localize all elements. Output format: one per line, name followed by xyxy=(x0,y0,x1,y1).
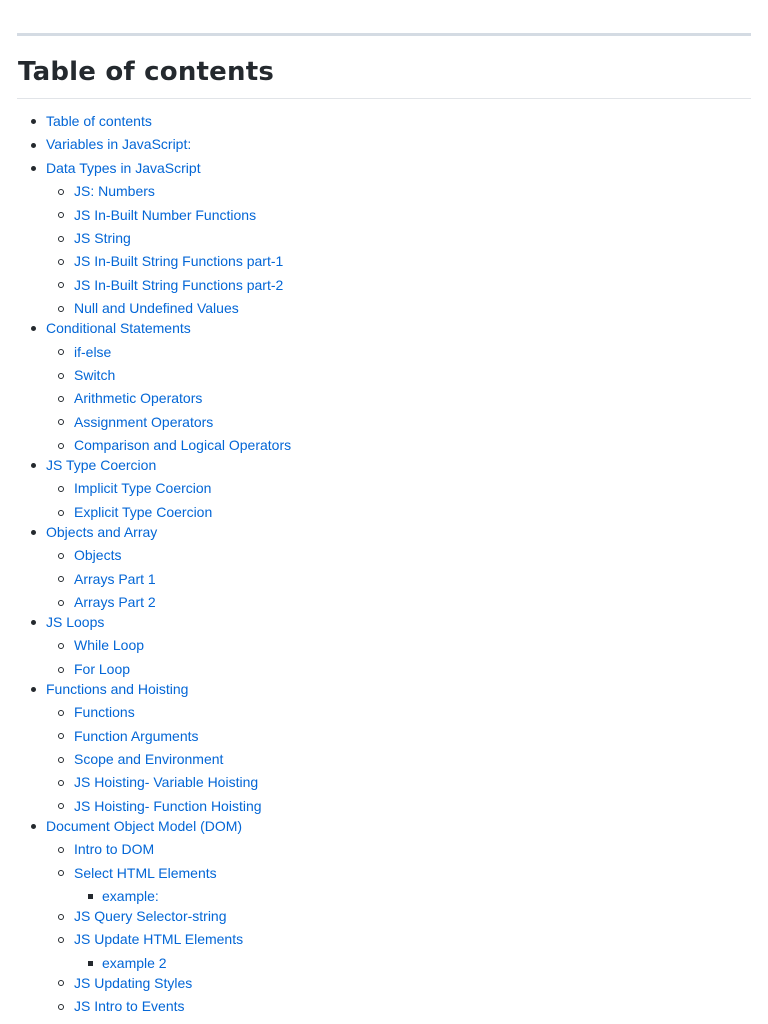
toc-item xyxy=(0,454,768,477)
disc-bullet-icon xyxy=(31,687,36,692)
toc-item xyxy=(0,725,768,748)
toc-item xyxy=(0,701,768,724)
circle-bullet-icon xyxy=(58,282,64,288)
toc-item xyxy=(0,815,768,838)
circle-bullet-icon xyxy=(58,780,64,786)
toc-link-scope-environment[interactable]: Scope and Environment xyxy=(74,750,224,767)
toc-item xyxy=(0,568,768,591)
toc-link-example[interactable]: example: xyxy=(102,887,159,904)
toc-link-string-functions-1[interactable]: JS In-Built String Functions part-1 xyxy=(74,253,284,270)
toc-link-implicit-coercion[interactable]: Implicit Type Coercion xyxy=(74,480,212,497)
toc-link-arithmetic-operators[interactable]: Arithmetic Operators xyxy=(74,390,203,407)
toc-link-numbers[interactable]: JS: Numbers xyxy=(74,183,155,200)
toc-item xyxy=(0,995,768,1018)
disc-bullet-icon xyxy=(31,620,36,625)
top-divider xyxy=(17,33,751,36)
toc-link-loops[interactable]: JS Loops xyxy=(46,614,105,631)
toc-link-query-selector[interactable]: JS Query Selector-string xyxy=(74,907,227,924)
circle-bullet-icon xyxy=(58,212,64,218)
disc-bullet-icon xyxy=(31,824,36,829)
toc-item xyxy=(0,611,768,634)
page-title: Table of contents xyxy=(18,57,275,87)
circle-bullet-icon xyxy=(58,443,64,449)
circle-bullet-icon xyxy=(58,510,64,516)
circle-bullet-icon xyxy=(58,870,64,876)
disc-bullet-icon xyxy=(31,119,36,124)
toc-item xyxy=(0,204,768,227)
circle-bullet-icon xyxy=(58,937,64,943)
toc-link-intro-events[interactable]: JS Intro to Events xyxy=(74,998,185,1015)
toc-item xyxy=(0,862,768,885)
toc-link-assignment-operators[interactable]: Assignment Operators xyxy=(74,413,214,430)
toc-link-dom[interactable]: Document Object Model (DOM) xyxy=(46,817,243,834)
toc-link-example-2[interactable]: example 2 xyxy=(102,954,167,971)
disc-bullet-icon xyxy=(31,463,36,468)
toc-link-string[interactable]: JS String xyxy=(74,229,131,246)
toc-link-intro-dom[interactable]: Intro to DOM xyxy=(74,841,155,858)
circle-bullet-icon xyxy=(58,349,64,355)
toc-item xyxy=(0,387,768,410)
toc-link-updating-styles[interactable]: JS Updating Styles xyxy=(74,974,193,991)
toc-item xyxy=(0,180,768,203)
circle-bullet-icon xyxy=(58,259,64,265)
circle-bullet-icon xyxy=(58,914,64,920)
circle-bullet-icon xyxy=(58,710,64,716)
toc-link-string-functions-2[interactable]: JS In-Built String Functions part-2 xyxy=(74,276,284,293)
toc-link-for-loop[interactable]: For Loop xyxy=(74,660,131,677)
disc-bullet-icon xyxy=(31,530,36,535)
toc-link-functions-hoisting[interactable]: Functions and Hoisting xyxy=(46,680,189,697)
heading-divider xyxy=(17,98,751,99)
circle-bullet-icon xyxy=(58,847,64,853)
toc-item xyxy=(0,110,768,133)
circle-bullet-icon xyxy=(58,1004,64,1010)
circle-bullet-icon xyxy=(58,643,64,649)
circle-bullet-icon xyxy=(58,803,64,809)
toc-link-arrays-1[interactable]: Arrays Part 1 xyxy=(74,570,156,587)
toc-link-while-loop[interactable]: While Loop xyxy=(74,637,145,654)
disc-bullet-icon xyxy=(31,143,36,148)
circle-bullet-icon xyxy=(58,189,64,195)
circle-bullet-icon xyxy=(58,236,64,242)
circle-bullet-icon xyxy=(58,733,64,739)
circle-bullet-icon xyxy=(58,306,64,312)
toc-link-functions[interactable]: Functions xyxy=(74,704,135,721)
toc-item xyxy=(0,341,768,364)
toc-item xyxy=(0,317,768,340)
toc-item xyxy=(0,634,768,657)
table-of-contents-list xyxy=(0,110,768,1019)
square-bullet-icon xyxy=(88,961,93,966)
toc-item xyxy=(0,157,768,180)
circle-bullet-icon xyxy=(58,576,64,582)
toc-item xyxy=(0,928,768,951)
toc-link-update-elements[interactable]: JS Update HTML Elements xyxy=(74,931,244,948)
toc-link-function-arguments[interactable]: Function Arguments xyxy=(74,727,199,744)
toc-link-explicit-coercion[interactable]: Explicit Type Coercion xyxy=(74,503,213,520)
toc-link-variable-hoisting[interactable]: JS Hoisting- Variable Hoisting xyxy=(74,774,259,791)
square-bullet-icon xyxy=(88,894,93,899)
toc-item xyxy=(0,544,768,567)
toc-link-type-coercion[interactable]: JS Type Coercion xyxy=(46,457,157,474)
toc-link-arrays-2[interactable]: Arrays Part 2 xyxy=(74,594,156,611)
toc-item xyxy=(0,678,768,701)
toc-item xyxy=(0,411,768,434)
toc-link-variables[interactable]: Variables in JavaScript: xyxy=(46,136,192,153)
toc-item xyxy=(0,477,768,500)
toc-item xyxy=(0,227,768,250)
circle-bullet-icon xyxy=(58,373,64,379)
toc-link-objects-array[interactable]: Objects and Array xyxy=(46,523,158,540)
toc-item xyxy=(0,521,768,544)
circle-bullet-icon xyxy=(58,419,64,425)
circle-bullet-icon xyxy=(58,600,64,606)
disc-bullet-icon xyxy=(31,166,36,171)
toc-link-null-undefined[interactable]: Null and Undefined Values xyxy=(74,300,239,317)
toc-link-table-of-contents[interactable]: Table of contents xyxy=(46,113,152,129)
toc-link-select-elements[interactable]: Select HTML Elements xyxy=(74,864,217,881)
circle-bullet-icon xyxy=(58,980,64,986)
toc-item xyxy=(0,838,768,861)
toc-item xyxy=(0,364,768,387)
toc-item xyxy=(0,771,768,794)
toc-link-function-hoisting[interactable]: JS Hoisting- Function Hoisting xyxy=(74,797,262,814)
toc-item xyxy=(0,133,768,156)
toc-link-conditional-statements[interactable]: Conditional Statements xyxy=(46,320,191,337)
toc-item xyxy=(0,274,768,297)
circle-bullet-icon xyxy=(58,486,64,492)
circle-bullet-icon xyxy=(58,553,64,559)
disc-bullet-icon xyxy=(31,326,36,331)
toc-item xyxy=(0,972,768,995)
toc-link-comparison-logical[interactable]: Comparison and Logical Operators xyxy=(74,437,292,454)
toc-item xyxy=(0,250,768,273)
circle-bullet-icon xyxy=(58,757,64,763)
toc-link-number-functions[interactable]: JS In-Built Number Functions xyxy=(74,206,257,223)
toc-link-data-types[interactable]: Data Types in JavaScript xyxy=(46,159,201,176)
toc-item xyxy=(0,748,768,771)
toc-link-if-else[interactable]: if-else xyxy=(74,343,112,360)
toc-link-switch[interactable]: Switch xyxy=(74,366,116,383)
circle-bullet-icon xyxy=(58,396,64,402)
toc-link-objects[interactable]: Objects xyxy=(74,547,122,564)
toc-item xyxy=(0,905,768,928)
circle-bullet-icon xyxy=(58,667,64,673)
